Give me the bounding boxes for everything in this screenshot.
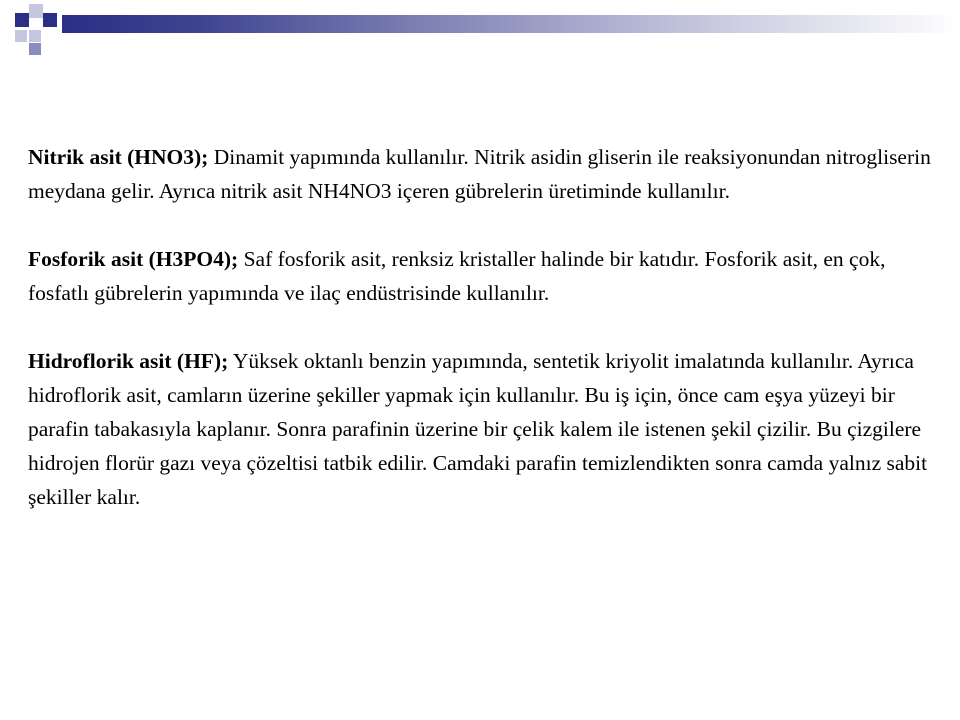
paragraph-heading: Fosforik asit (H3PO4); bbox=[28, 247, 239, 271]
paragraph-text: Yüksek oktanlı benzin yapımında, sentetik kriyolit imalatında kullanılır. Ayrıca hidroflorik asit, camların üzerine şekiller yapmak için kullanılır. Bu iş için, önce cam eşya yüzeyi bir parafin tabakasıyla kaplanır. Sonra parafinin üzerine bir çelik kalem ile istenen şekil çizilir. Bu çizgilere hidrojen florür gazı veya çözeltisi tatbik edilir. Camdaki parafin temizlendikten sonra camda yalnız sabit şekiller kalır. bbox=[28, 349, 928, 509]
decorative-square bbox=[15, 30, 27, 42]
slide-body bbox=[28, 140, 948, 548]
paragraph-heading: Hidroflorik asit (HF); bbox=[28, 349, 229, 373]
decorative-square bbox=[15, 13, 29, 27]
paragraph-text: Dinamit yapımında kullanılır. Nitrik asidin gliserin ile reaksiyonundan nitrogliserin meydana gelir. Ayrıca nitrik asit NH4NO3 içeren gübrelerin üretiminde kullanılır. bbox=[28, 145, 931, 203]
decorative-square bbox=[29, 30, 41, 42]
paragraph-heading: Nitrik asit (HNO3); bbox=[28, 145, 209, 169]
decorative-square bbox=[43, 13, 57, 27]
decorative-square bbox=[29, 4, 43, 18]
header-gradient-bar bbox=[62, 15, 960, 33]
slide-header-decoration bbox=[0, 0, 960, 50]
paragraph-nitric-acid bbox=[28, 140, 948, 208]
paragraph-phosphoric-acid bbox=[28, 242, 948, 310]
paragraph-hydrofluoric-acid bbox=[28, 344, 948, 514]
paragraph-text: Saf fosforik asit, renksiz kristaller halinde bir katıdır. Fosforik asit, en çok, fosfatlı gübrelerin yapımında ve ilaç endüstrisinde kullanılır. bbox=[28, 247, 886, 305]
decorative-square bbox=[29, 43, 41, 55]
